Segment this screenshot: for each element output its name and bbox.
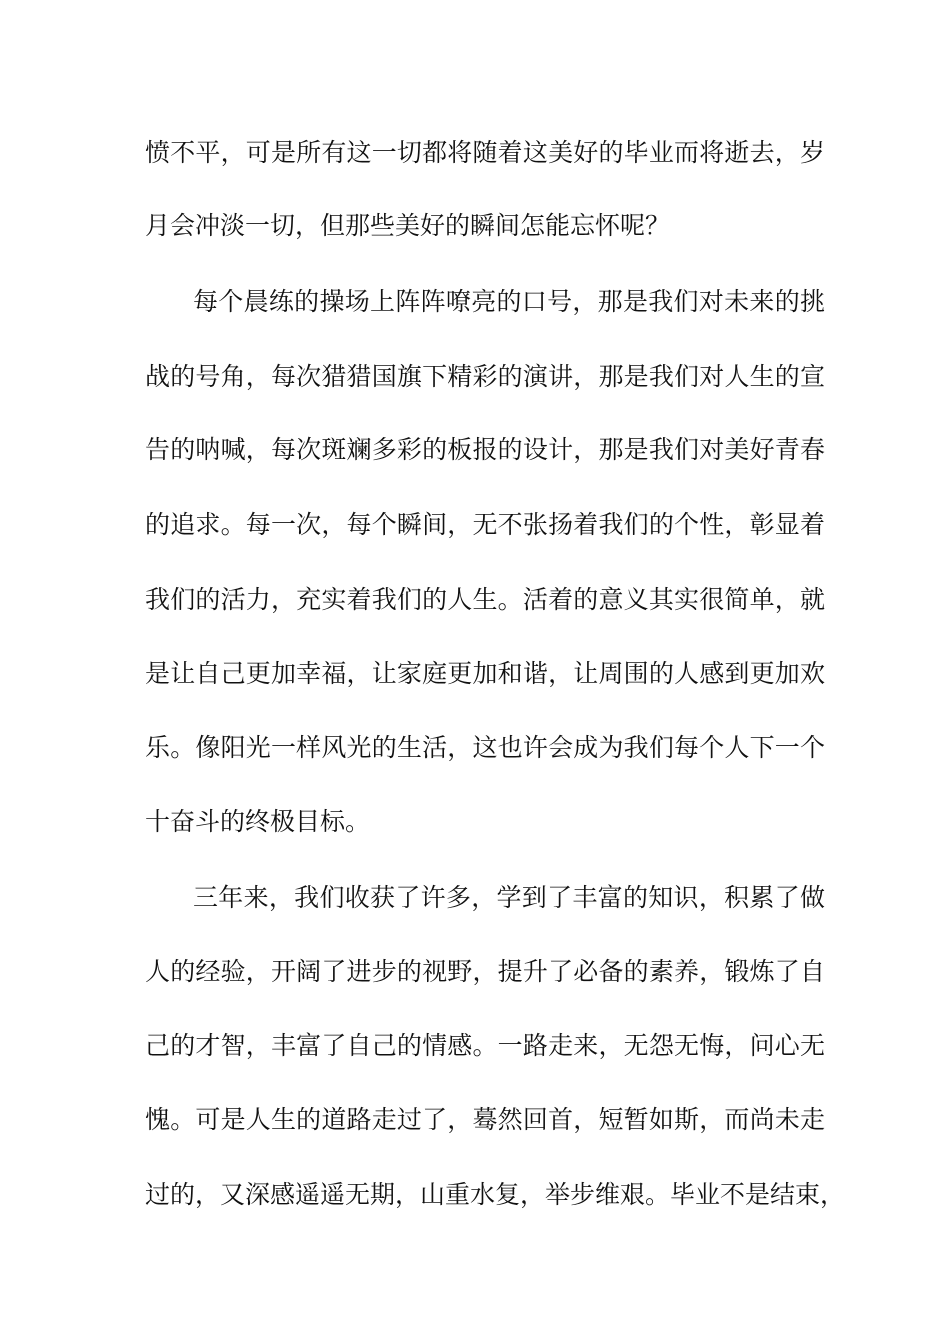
text-line: 人的经验，开阔了进步的视野，提升了必备的素养，锻炼了自 [145,957,825,986]
text-line: 愤不平，可是所有这一切都将随着这美好的毕业而将逝去，岁 [145,138,825,167]
text-line: 告的呐喊，每次斑斓多彩的板报的设计，那是我们对美好青春 [145,435,825,464]
text-line: 我们的活力，充实着我们的人生。活着的意义其实很简单，就 [145,585,825,614]
text-line: 己的才智，丰富了自己的情感。一路走来，无怨无悔，问心无 [145,1031,825,1060]
text-line: 十奋斗的终极目标。 [145,807,371,836]
paragraph-first-line: 三年来，我们收获了许多，学到了丰富的知识，积累了做 [193,883,825,912]
text-line: 是让自己更加幸福，让家庭更加和谐，让周围的人感到更加欢 [145,659,825,688]
paragraph-first-line: 每个晨练的操场上阵阵嘹亮的口号，那是我们对未来的挑 [193,287,825,316]
text-line: 的追求。每一次，每个瞬间，无不张扬着我们的个性，彰显着 [145,510,825,539]
text-line: 过的，又深感遥遥无期，山重水复，举步维艰。毕业不是结束， [145,1180,846,1209]
text-line: 战的号角，每次猎猎国旗下精彩的演讲，那是我们对人生的宣 [145,362,825,391]
text-line: 愧。可是人生的道路走过了，蓦然回首，短暂如斯，而尚未走 [145,1105,825,1134]
text-line: 乐。像阳光一样风光的生活，这也许会成为我们每个人下一个 [145,733,825,762]
text-line: 月会冲淡一切，但那些美好的瞬间怎能忘怀呢？ [145,211,671,240]
